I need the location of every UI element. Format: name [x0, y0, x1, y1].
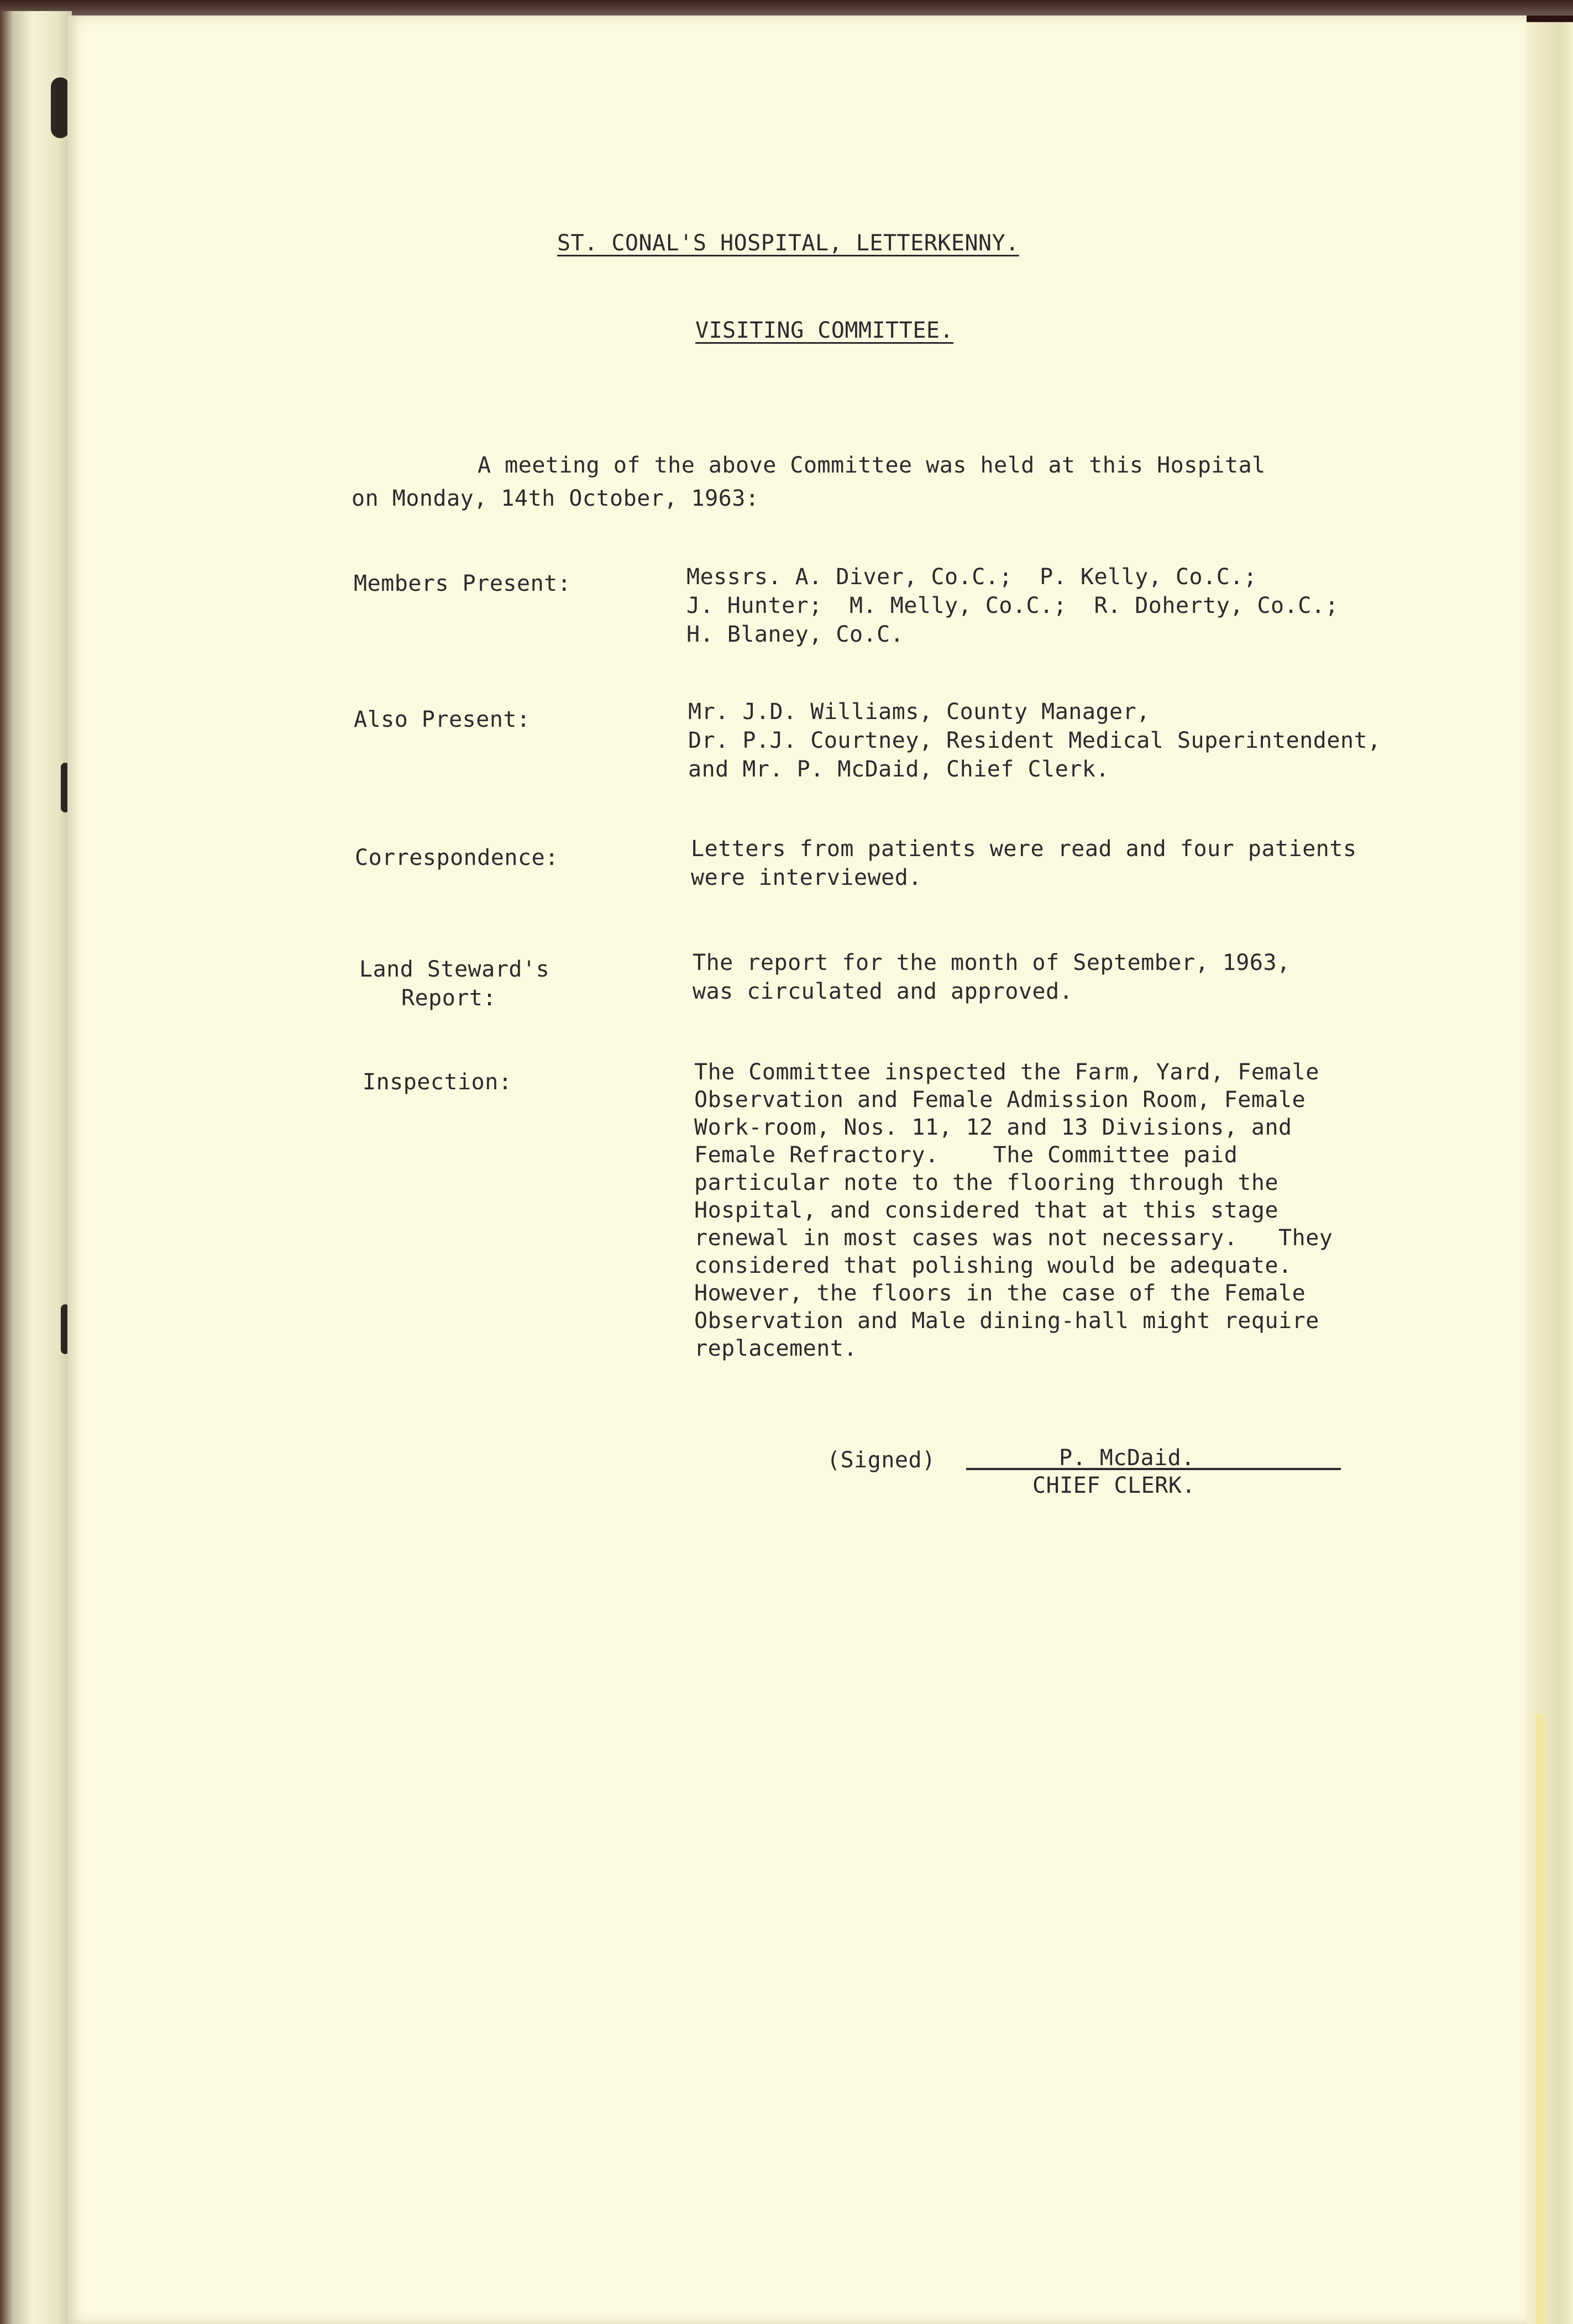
section-label-members-present: Members Present:: [354, 571, 571, 596]
scan-top-edge: [0, 0, 1573, 15]
section-label-correspondence: Correspondence:: [355, 845, 559, 870]
land-steward-line: The report for the month of September, 1963,: [693, 950, 1291, 975]
members-line: H. Blaney, Co.C.: [686, 622, 904, 647]
binding-hole: [51, 77, 70, 138]
correspondence-line: Letters from patients were read and four patients: [691, 836, 1357, 862]
document-title: ST. CONAL'S HOSPITAL, LETTERKENNY.: [557, 230, 1019, 256]
signatory-name: P. McDaid.: [1059, 1445, 1195, 1471]
inspection-line: Work-room, Nos. 11, 12 and 13 Divisions, and: [694, 1115, 1292, 1140]
signatory-title: CHIEF CLERK.: [1032, 1473, 1196, 1498]
inspection-line: The Committee inspected the Farm, Yard, Female: [694, 1059, 1319, 1085]
inspection-line: Observation and Female Admission Room, Female: [694, 1087, 1306, 1113]
also-present-line: Mr. J.D. Williams, County Manager,: [688, 699, 1150, 725]
land-steward-line: was circulated and approved.: [693, 979, 1073, 1004]
inspection-line: However, the floors in the case of the Female: [694, 1281, 1306, 1306]
inspection-line: Hospital, and considered that at this stage: [694, 1198, 1279, 1223]
inspection-line: considered that polishing would be adequate.: [694, 1253, 1292, 1278]
inspection-line: Observation and Male dining-hall might require: [694, 1308, 1319, 1334]
page-edges: [1527, 22, 1573, 2324]
section-label-land-stewards-report: Report:: [401, 985, 497, 1011]
correspondence-line: were interviewed.: [691, 865, 922, 890]
inspection-line: renewal in most cases was not necessary. They: [694, 1225, 1333, 1251]
book-binding: [0, 11, 72, 2324]
signature-line: [966, 1468, 1341, 1470]
members-line: J. Hunter; M. Melly, Co.C.; R. Doherty, Co.C.;: [686, 593, 1339, 618]
document-subtitle: VISITING COMMITTEE.: [695, 318, 954, 343]
inspection-line: Female Refractory. The Committee paid: [694, 1142, 1238, 1168]
signed-label: (Signed): [827, 1447, 936, 1473]
inspection-line: particular note to the flooring through the: [694, 1170, 1279, 1195]
also-present-line: Dr. P.J. Courtney, Resident Medical Superintendent,: [688, 728, 1381, 753]
intro-line: A meeting of the above Committee was held at this Hospital: [478, 453, 1266, 478]
intro-line: on Monday, 14th October, 1963:: [352, 486, 759, 511]
section-label-also-present: Also Present:: [354, 707, 531, 732]
section-label-inspection: Inspection:: [363, 1069, 512, 1095]
members-line: Messrs. A. Diver, Co.C.; P. Kelly, Co.C.;: [686, 564, 1257, 590]
also-present-line: and Mr. P. McDaid, Chief Clerk.: [688, 757, 1110, 782]
inspection-line: replacement.: [694, 1336, 857, 1361]
page-tab-strip: [1535, 1713, 1545, 2324]
section-label-land-stewards-report: Land Steward's: [359, 957, 550, 982]
